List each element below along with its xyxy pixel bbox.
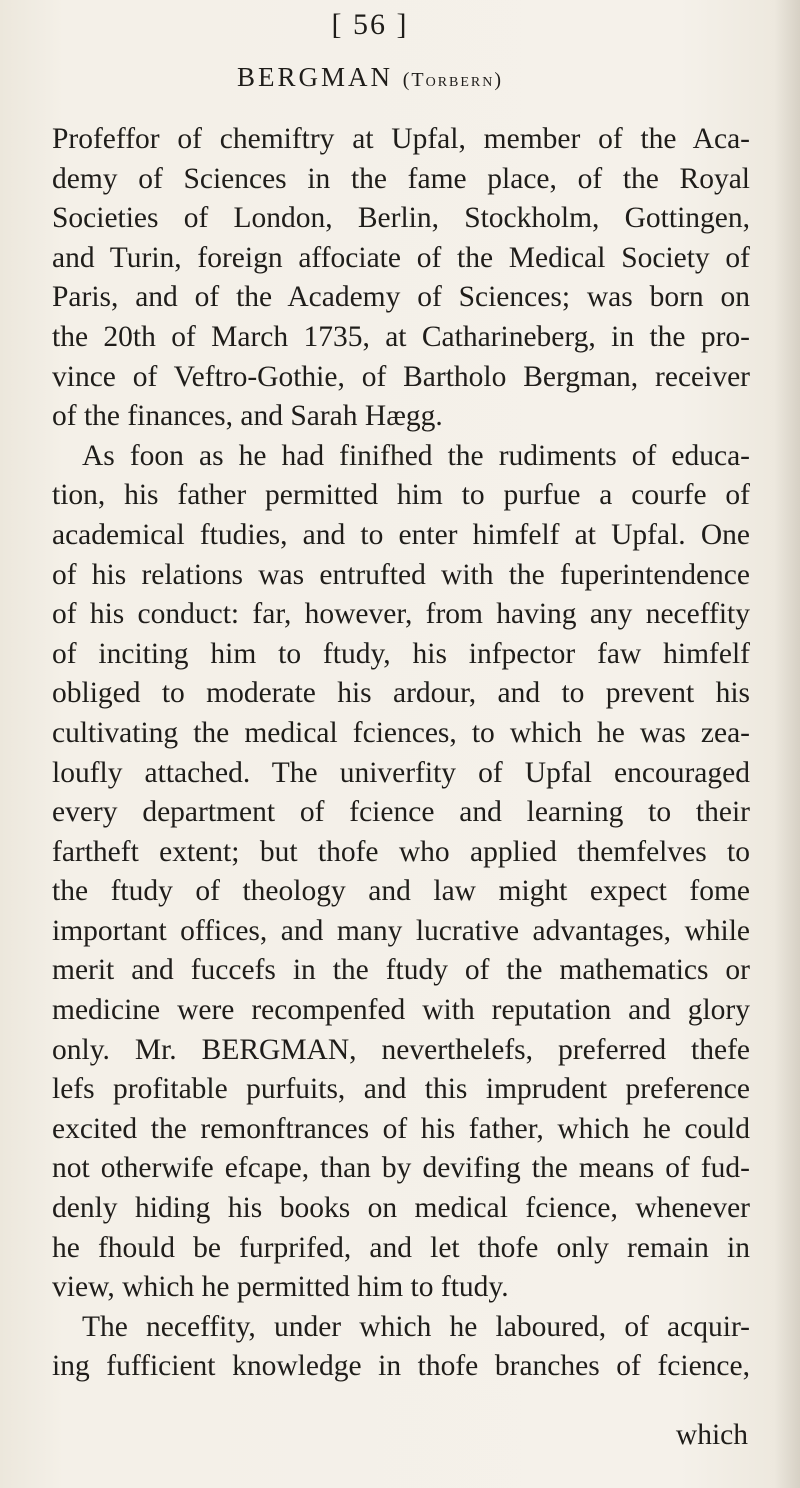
text-line: Societies of London, Berlin, Stockholm, Gottingen, [52, 202, 750, 235]
heading-surname: BERGMAN [236, 62, 393, 92]
text-line: academical ftudies, and to enter himfelf at Upfal. One [52, 518, 750, 551]
text-line: fartheft extent; but thofe who applied themfelves to [52, 835, 750, 868]
page-number: [ 56 ] [331, 8, 409, 41]
text-line: demy of Sciences in the fame place, of the Royal [52, 162, 750, 195]
text-line: important offices, and many lucrative advantages, while [52, 914, 750, 947]
text-line: and Turin, foreign affociate of the Medical Society of [52, 241, 750, 274]
text-line: vince of Veftro-Gothie, of Bartholo Bergman, receiver [52, 360, 750, 393]
text-line: tion, his father permitted him to purfue a courfe of [52, 479, 750, 512]
page-edge-shadow [774, 0, 800, 1488]
text-line: As foon as he had finifhed the rudiments of educa- [82, 439, 750, 472]
text-line: view, which he permitted him to ftudy. [52, 1271, 509, 1304]
entry-heading [0, 62, 770, 93]
text-line: only. Mr. BERGMAN, neverthelefs, preferred thefe [52, 1033, 750, 1066]
text-line: obliged to moderate his ardour, and to prevent his [52, 677, 750, 710]
catchword: which [675, 1419, 748, 1451]
heading-given-name: (Torbern) [402, 69, 504, 91]
text-line: every department of fcience and learning to their [52, 796, 750, 829]
text-line: lefs profitable purfuits, and this imprudent preference [52, 1073, 750, 1106]
text-line: of his relations was entrufted with the fuperintendence [52, 558, 750, 591]
text-line: ing fufficient knowledge in thofe branches of fcience, [52, 1350, 750, 1383]
text-line: denly hiding his books on medical fcience, whenever [52, 1192, 750, 1225]
text-line: of the finances, and Sarah Hægg. [52, 400, 443, 433]
text-line: loufly attached. The univerfity of Upfal encouraged [52, 756, 750, 789]
text-line: of his conduct: far, however, from having any neceffity [52, 598, 750, 631]
text-line: merit and fuccefs in the ftudy of the mathematics or [52, 954, 750, 987]
text-line: the ftudy of theology and law might expect fome [52, 875, 750, 908]
text-line: of inciting him to ftudy, his infpector faw himfelf [52, 637, 750, 670]
text-line: the 20th of March 1735, at Catharineberg, in the pro- [52, 320, 750, 353]
text-line: not otherwife efcape, than by devifing the means of fud- [52, 1152, 750, 1185]
text-line: The neceffity, under which he laboured, of acquir- [82, 1310, 750, 1343]
body-text [52, 120, 750, 1387]
text-line: he fhould be furprifed, and let thofe only remain in [52, 1231, 750, 1264]
text-line: cultivating the medical fciences, to which he was zea- [52, 716, 750, 749]
text-line: Paris, and of the Academy of Sciences; was born on [52, 281, 750, 314]
text-line: medicine were recompenfed with reputation and glory [52, 994, 750, 1027]
text-line: excited the remonftrances of his father, which he could [52, 1112, 750, 1145]
text-line: Profeffor of chemiftry at Upfal, member of the Aca- [52, 123, 750, 155]
